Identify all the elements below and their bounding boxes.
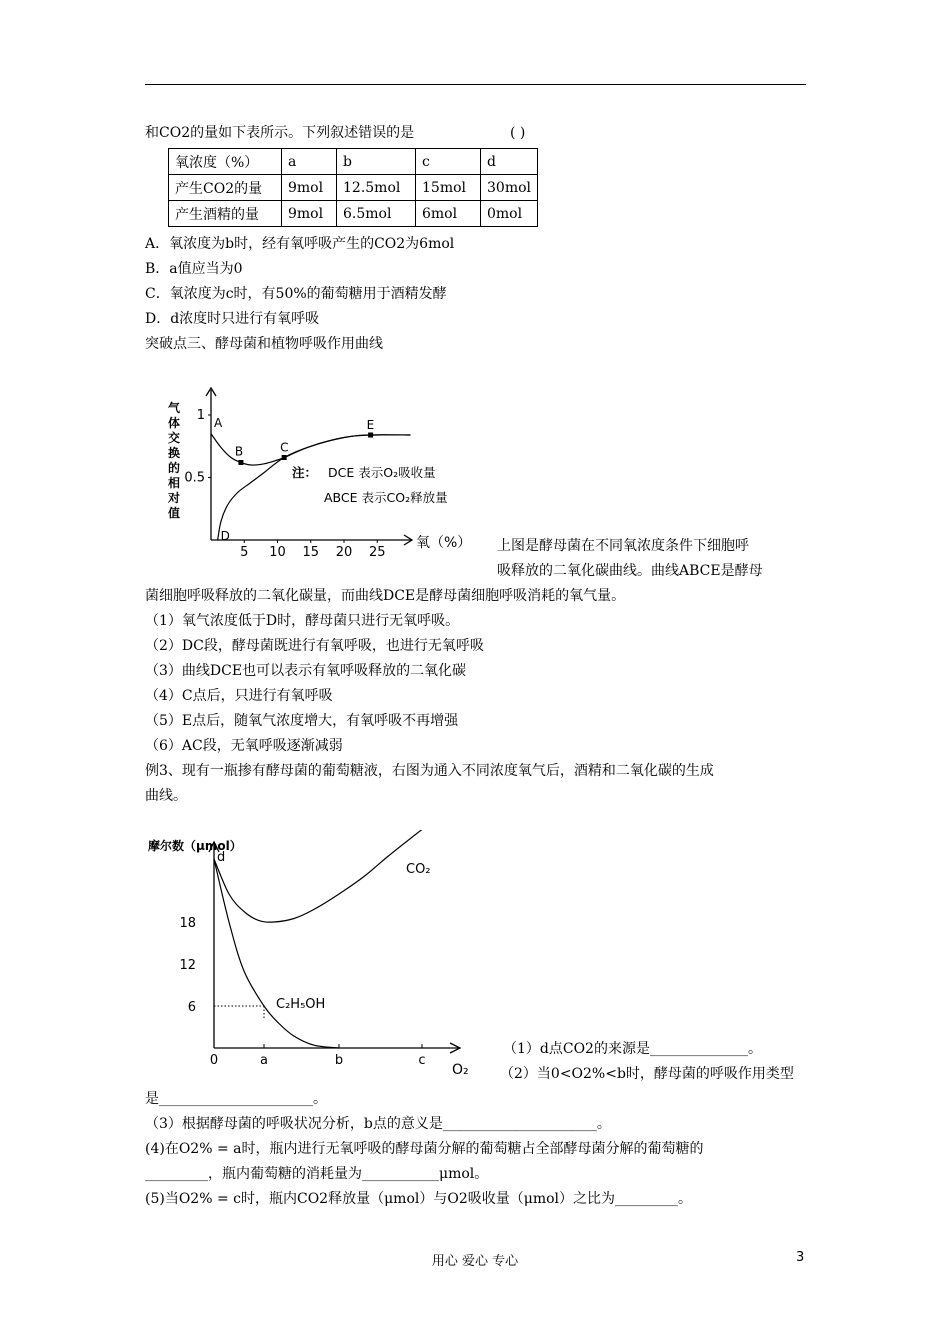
question-4-line-2: _________，瓶内葡萄糖的消耗量为___________μmol。 [145, 1166, 489, 1182]
point-marker-c [282, 455, 287, 460]
x-tick-label: 20 [335, 545, 353, 560]
y-axis-label-char: 的 [167, 461, 181, 475]
table-cell: 0mol [481, 201, 538, 227]
statement-4: （4）C点后，只进行有氧呼吸 [145, 688, 333, 704]
option-a: A．氧浓度为b时，经有氧呼吸产生的CO2为6mol [145, 236, 455, 252]
section-title: 突破点三、酵母菌和植物呼吸作用曲线 [145, 336, 383, 352]
table-cell: d [481, 149, 538, 175]
table-cell: 6.5mol [337, 201, 416, 227]
statement-1: （1）氧气浓度低于D时，酵母菌只进行无氧呼吸。 [145, 613, 460, 629]
chart1-caption-b: 吸释放的二氧化碳曲线。曲线ABCE是酵母 [497, 563, 763, 579]
x-tick-label: 5 [240, 545, 249, 560]
intro-text: 和CO2的量如下表所示。下列叙述错误的是 [145, 125, 415, 141]
x-tick-label: a [260, 1053, 268, 1068]
series-label-co2: CO₂ [406, 862, 431, 877]
y-axis-label [167, 400, 181, 520]
x-tick-label: c [418, 1053, 426, 1068]
chart-alcohol-co2 [140, 830, 490, 1080]
question-2-line-2: 是______________________。 [145, 1091, 327, 1107]
point-label-c: C [280, 440, 289, 455]
table-row [169, 201, 538, 227]
y-axis-label: 摩尔数（μmol） [148, 839, 242, 853]
table-cell: 12.5mol [337, 175, 416, 201]
answer-paren: ( ) [510, 125, 526, 141]
question-1: （1）d点CO2的来源是______________。 [503, 1041, 762, 1057]
example3-line-1: 例3、现有一瓶掺有酵母菌的葡萄糖液，右图为通入不同浓度氧气后，酒精和二氧化碳的生成 [145, 763, 714, 779]
example3-line-2: 曲线。 [145, 788, 187, 804]
x-tick-label: 15 [302, 545, 320, 560]
table-cell: 氧浓度（%） [169, 149, 282, 175]
statement-6: （6）AC段，无氧呼吸逐渐减弱 [145, 738, 343, 754]
point-marker-b [238, 460, 243, 465]
x-tick-label: 25 [368, 545, 386, 560]
x-tick-label: 10 [269, 545, 286, 560]
series-line-ethanol [214, 859, 339, 1048]
x-tick-label: 0 [209, 1053, 219, 1068]
table-cell: 15mol [416, 175, 481, 201]
data-table [168, 148, 538, 227]
point-label-d: d [217, 850, 226, 865]
question-5: (5)当O2% = c时，瓶内CO2释放量（μmol）与O2吸收量（μmol）之比为_________。 [145, 1191, 693, 1207]
page-number: 3 [796, 1250, 805, 1265]
y-tick-label: 0.5 [184, 470, 205, 486]
table-cell: 30mol [481, 175, 538, 201]
point-marker-e [368, 433, 373, 438]
y-axis-label-char: 相 [167, 476, 181, 490]
statement-5: （5）E点后，随氧气浓度增大，有氧呼吸不再增强 [145, 713, 459, 729]
y-axis-label-char: 换 [167, 446, 181, 460]
chart1-caption-c: 菌细胞呼吸释放的二氧化碳量，而曲线DCE是酵母菌细胞呼吸消耗的氧气量。 [145, 588, 626, 604]
note-line-2: ABCE 表示CO₂释放量 [324, 490, 448, 505]
y-axis-label-char: 体 [167, 416, 181, 430]
table-cell: 产生酒精的量 [169, 201, 282, 227]
y-tick-label: 18 [179, 916, 196, 931]
option-b: B．a值应当为0 [145, 261, 243, 277]
point-label-b: B [234, 444, 244, 459]
table-cell: b [337, 149, 416, 175]
x-tick-label: b [334, 1053, 344, 1068]
question-3: （3）根据酵母菌的呼吸状况分析，b点的意义是______________________。 [145, 1116, 611, 1132]
table-row [169, 175, 538, 201]
table-cell: a [282, 149, 337, 175]
y-axis-label-char: 交 [167, 431, 181, 445]
statement-2: （2）DC段，酵母菌既进行有氧呼吸，也进行无氧呼吸 [145, 638, 484, 654]
series-line-co2 [214, 830, 429, 922]
footer-text: 用心 爱心 专心 [431, 1254, 519, 1269]
table-cell: 9mol [282, 175, 337, 201]
table-cell: 6mol [416, 201, 481, 227]
table-cell: 产生CO2的量 [169, 175, 282, 201]
x-axis-label: O₂ [452, 1062, 469, 1078]
y-tick-label: 6 [187, 1000, 196, 1015]
statement-3: （3）曲线DCE也可以表示有氧呼吸释放的二氧化碳 [145, 663, 467, 679]
x-axis-label: 氧（%） [416, 535, 472, 551]
chart1-caption-a: 上图是酵母菌在不同氧浓度条件下细胞呼 [497, 538, 749, 554]
option-c: C．氧浓度为c时，有50%的葡萄糖用于酒精发酵 [145, 286, 447, 302]
y-tick-label: 1 [196, 408, 205, 423]
y-axis-label-char: 气 [167, 401, 181, 415]
note-label: 注： [292, 465, 318, 480]
point-label-e: E [366, 418, 375, 432]
note-line-1: DCE 表示O₂吸收量 [328, 465, 436, 480]
series-line-dce [218, 435, 411, 540]
table-row [169, 149, 538, 175]
option-d: D．d浓度时只进行有氧呼吸 [145, 311, 320, 327]
question-4-line-1: (4)在O2% = a时，瓶内进行无氧呼吸的酵母菌分解的葡萄糖占全部酵母菌分解的葡萄糖的 [145, 1141, 704, 1157]
y-axis-label-char: 值 [167, 506, 181, 520]
question-2-line-1: （2）当0<O2%<b时，酵母菌的呼吸作用类型 [500, 1066, 794, 1082]
y-axis-label-char: 对 [167, 491, 181, 505]
header-rule [145, 84, 806, 85]
table-cell: 9mol [282, 201, 337, 227]
point-label-a: A [214, 415, 223, 430]
point-label-d: D [220, 529, 230, 543]
chart-yeast-gas-exchange [150, 380, 495, 560]
table-cell: c [416, 149, 481, 175]
series-label-ethanol: C₂H₅OH [276, 997, 326, 1012]
y-tick-label: 12 [179, 958, 196, 973]
